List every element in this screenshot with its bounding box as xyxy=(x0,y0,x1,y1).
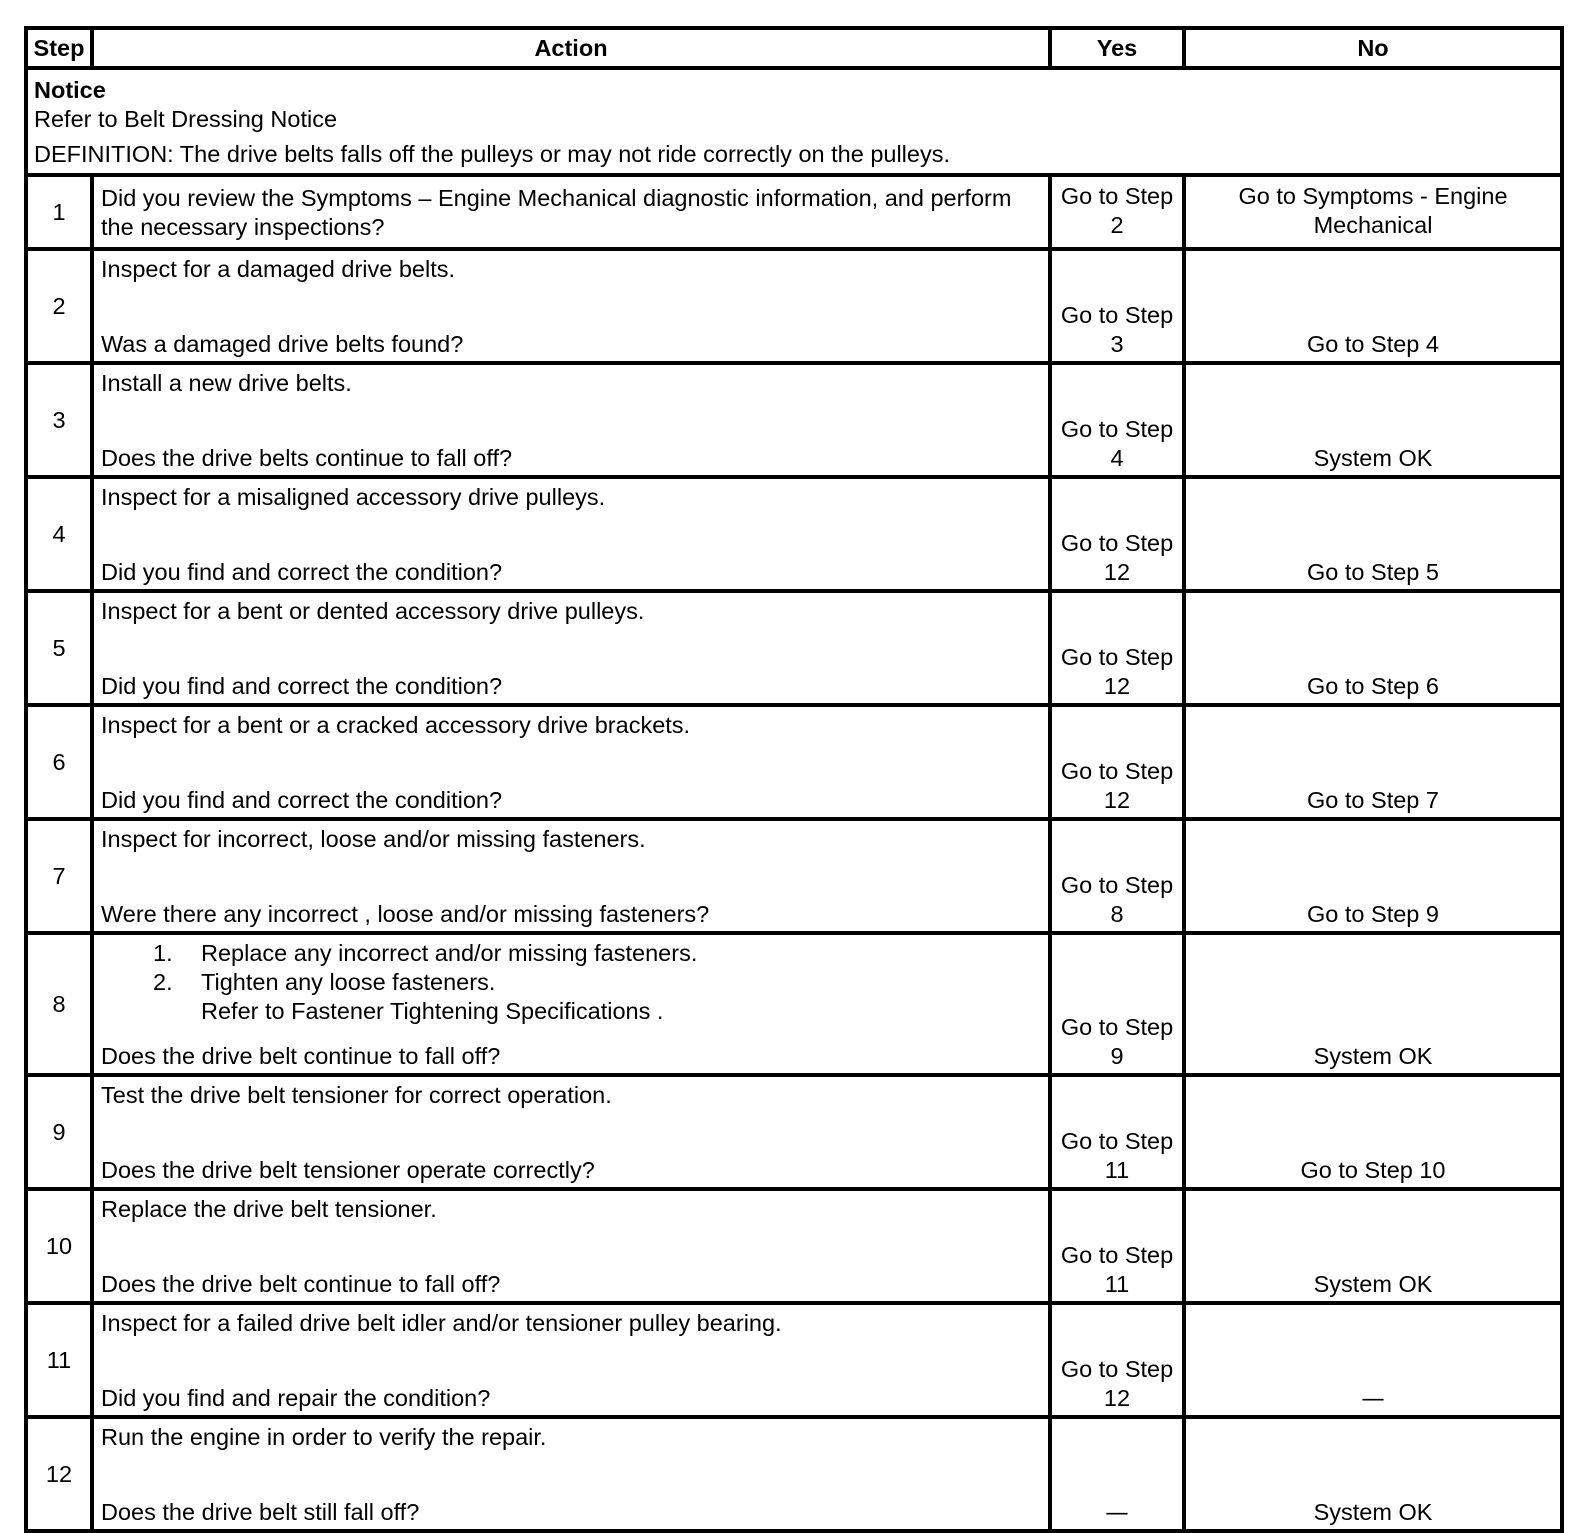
step-number: 7 xyxy=(26,819,92,933)
action-text: Did you review the Symptoms – Engine Mechanical diagnostic information, and perform the necessary inspections? xyxy=(101,185,1012,240)
action-cell xyxy=(92,1417,1050,1531)
list-item xyxy=(153,939,1042,968)
diagnostic-table xyxy=(24,26,1564,1533)
yes-result: Go to Step 4 xyxy=(1050,363,1184,477)
step-number: 2 xyxy=(26,249,92,363)
action-instruction: Inspect for incorrect, loose and/or missing fasteners. xyxy=(101,826,646,852)
no-result: System OK xyxy=(1184,1189,1562,1303)
yes-result: Go to Step 11 xyxy=(1050,1075,1184,1189)
no-result: Go to Symptoms - Engine Mechanical xyxy=(1184,175,1562,249)
action-instruction: Inspect for a failed drive belt idler and/or tensioner pulley bearing. xyxy=(101,1310,782,1336)
header-step: Step xyxy=(26,28,92,68)
action-instruction: Test the drive belt tensioner for correct operation. xyxy=(101,1082,612,1108)
no-result: System OK xyxy=(1184,363,1562,477)
action-question: Does the drive belts continue to fall off? xyxy=(101,445,513,471)
table-row xyxy=(26,1075,1562,1189)
step-number: 10 xyxy=(26,1189,92,1303)
yes-result: Go to Step 12 xyxy=(1050,477,1184,591)
action-question: Did you find and correct the condition? xyxy=(101,673,503,699)
no-result: — xyxy=(1184,1303,1562,1417)
action-question: Were there any incorrect , loose and/or missing fasteners? xyxy=(101,901,710,927)
header-action: Action xyxy=(92,28,1050,68)
action-cell xyxy=(92,1189,1050,1303)
no-result: System OK xyxy=(1184,933,1562,1075)
no-result: Go to Step 4 xyxy=(1184,249,1562,363)
table-row xyxy=(26,591,1562,705)
definition-text: DEFINITION: The drive belts falls off the pulleys or may not ride correctly on the pulleys. xyxy=(34,141,951,167)
table-row xyxy=(26,249,1562,363)
action-question: Did you find and correct the condition? xyxy=(101,787,503,813)
action-instruction: Replace the drive belt tensioner. xyxy=(101,1196,437,1222)
action-instruction: Run the engine in order to verify the repair. xyxy=(101,1424,547,1450)
list-item-text: Tighten any loose fasteners. xyxy=(201,969,496,995)
diagnostic-table-container xyxy=(24,26,1560,1533)
table-row xyxy=(26,1303,1562,1417)
action-cell xyxy=(92,175,1050,249)
action-cell xyxy=(92,819,1050,933)
table-row xyxy=(26,705,1562,819)
yes-result: — xyxy=(1050,1417,1184,1531)
action-cell xyxy=(92,705,1050,819)
notice-cell xyxy=(26,68,1562,175)
list-item-number: 1. xyxy=(153,940,173,966)
list-item xyxy=(153,968,1042,997)
yes-result: Go to Step 12 xyxy=(1050,705,1184,819)
header-row xyxy=(26,28,1562,68)
yes-result: Go to Step 12 xyxy=(1050,1303,1184,1417)
no-result: System OK xyxy=(1184,1417,1562,1531)
action-cell xyxy=(92,933,1050,1075)
notice-row xyxy=(26,68,1562,175)
no-result: Go to Step 5 xyxy=(1184,477,1562,591)
step-number: 9 xyxy=(26,1075,92,1189)
list-item-number: 2. xyxy=(153,969,173,995)
action-instruction: Inspect for a damaged drive belts. xyxy=(101,256,456,282)
action-instruction: Inspect for a misaligned accessory drive pulleys. xyxy=(101,484,606,510)
yes-result: Go to Step 3 xyxy=(1050,249,1184,363)
no-result: Go to Step 9 xyxy=(1184,819,1562,933)
action-question: Did you find and repair the condition? xyxy=(101,1385,491,1411)
action-question: Does the drive belt continue to fall off? xyxy=(101,1271,501,1297)
step-number: 6 xyxy=(26,705,92,819)
action-question: Does the drive belt still fall off? xyxy=(101,1499,420,1525)
table-row xyxy=(26,363,1562,477)
notice-reference: Refer to Belt Dressing Notice xyxy=(34,106,338,132)
table-row xyxy=(26,477,1562,591)
header-yes: Yes xyxy=(1050,28,1184,68)
step-number: 5 xyxy=(26,591,92,705)
action-cell xyxy=(92,1075,1050,1189)
action-cell xyxy=(92,249,1050,363)
action-cell xyxy=(92,591,1050,705)
action-instruction: Inspect for a bent or a cracked accessory drive brackets. xyxy=(101,712,691,738)
table-row xyxy=(26,819,1562,933)
action-question: Did you find and correct the condition? xyxy=(101,559,503,585)
notice-title: Notice xyxy=(34,77,106,103)
yes-result: Go to Step 2 xyxy=(1050,175,1184,249)
list-item-text: Replace any incorrect and/or missing fasteners. xyxy=(201,940,698,966)
table-row xyxy=(26,1189,1562,1303)
action-instruction: Install a new drive belts. xyxy=(101,370,352,396)
action-cell xyxy=(92,363,1050,477)
action-cell xyxy=(92,477,1050,591)
step-number: 3 xyxy=(26,363,92,477)
step-number: 12 xyxy=(26,1417,92,1531)
yes-result: Go to Step 8 xyxy=(1050,819,1184,933)
action-instruction: Inspect for a bent or dented accessory drive pulleys. xyxy=(101,598,645,624)
action-question: Was a damaged drive belts found? xyxy=(101,331,464,357)
action-list-block xyxy=(101,939,1042,1026)
fastener-spec-reference: Refer to Fastener Tightening Specifications . xyxy=(201,998,664,1024)
action-steps-list xyxy=(101,939,1042,997)
header-no: No xyxy=(1184,28,1562,68)
action-question: Does the drive belt continue to fall off? xyxy=(101,1043,501,1069)
no-result: Go to Step 10 xyxy=(1184,1075,1562,1189)
table-row xyxy=(26,175,1562,249)
yes-result: Go to Step 12 xyxy=(1050,591,1184,705)
yes-result: Go to Step 11 xyxy=(1050,1189,1184,1303)
action-question: Does the drive belt tensioner operate correctly? xyxy=(101,1157,595,1183)
table-row xyxy=(26,1417,1562,1531)
step-number: 1 xyxy=(26,175,92,249)
action-cell xyxy=(92,1303,1050,1417)
step-number: 4 xyxy=(26,477,92,591)
step-number: 8 xyxy=(26,933,92,1075)
yes-result: Go to Step 9 xyxy=(1050,933,1184,1075)
table-row xyxy=(26,933,1562,1075)
no-result: Go to Step 7 xyxy=(1184,705,1562,819)
step-number: 11 xyxy=(26,1303,92,1417)
no-result: Go to Step 6 xyxy=(1184,591,1562,705)
